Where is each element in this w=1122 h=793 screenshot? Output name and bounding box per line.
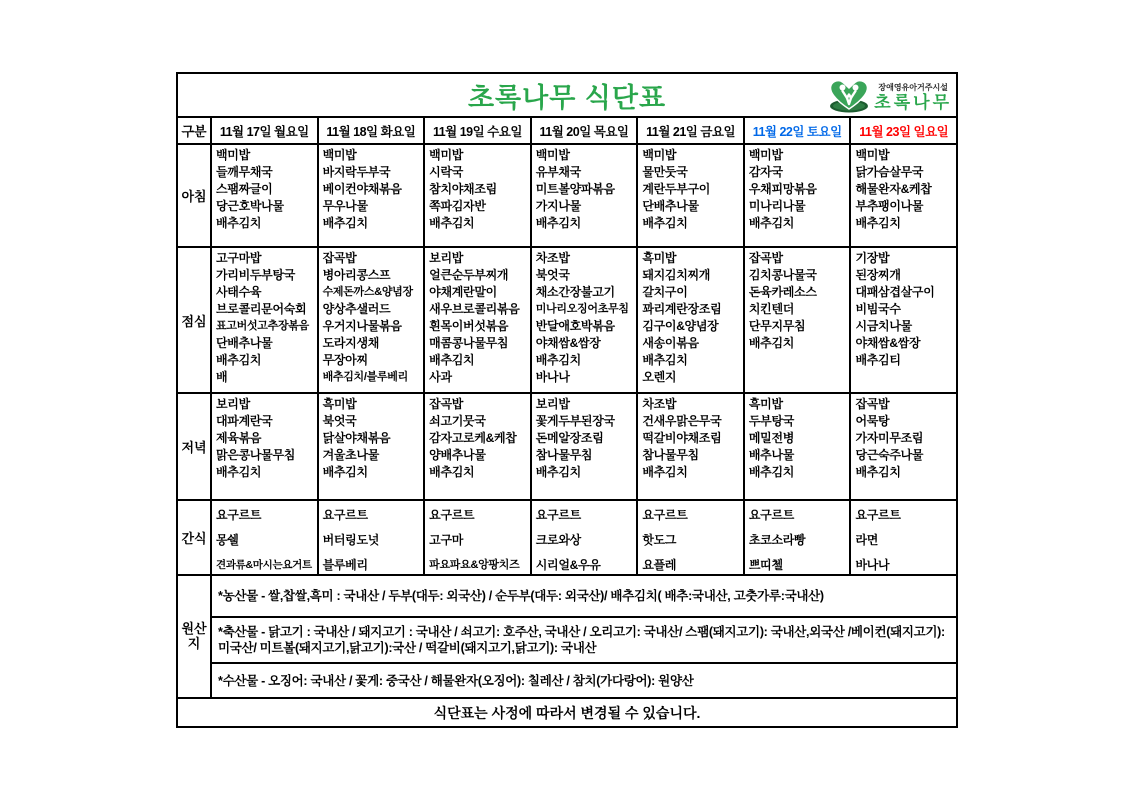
menu-item: 배추김치: [535, 216, 581, 230]
menu-cell: [212, 501, 319, 574]
menu-item: 무장아찌: [322, 353, 368, 367]
menu-item: 맑은콩나물무침: [216, 448, 296, 462]
menu-item: 참나물무침: [535, 448, 593, 462]
title-row: [178, 74, 956, 118]
menu-item: 잡곡밥: [322, 251, 357, 265]
menu-item: 배추김치: [748, 465, 795, 479]
menu-item: 백미밥: [535, 148, 570, 162]
column-header-day-7: 11월 23일 일요일: [859, 124, 949, 139]
menu-item: 배추김치: [855, 216, 901, 230]
meal-row-1: [178, 248, 956, 394]
menu-item: 요구르트: [748, 508, 795, 522]
menu-item: 베이컨야채볶음: [322, 182, 402, 196]
menu-item: 매콤콩나물무침: [429, 336, 509, 350]
menu-cell: [425, 145, 532, 246]
meal-rows: [178, 145, 956, 576]
menu-item: 배: [216, 370, 228, 384]
menu-item: 단배추나물: [216, 336, 273, 350]
menu-cell: [319, 248, 426, 392]
menu-item: 요구르트: [535, 508, 581, 522]
menu-item: 물만둣국: [642, 165, 688, 179]
column-header-day-3: 11월 19일 수요일: [425, 118, 532, 143]
menu-item: 바지락두부국: [322, 165, 391, 179]
menu-item: 흑미밥: [322, 397, 357, 411]
menu-item: 파요파요&앙팡치즈: [429, 559, 520, 571]
menu-item: 꽈리계란장조림: [642, 302, 722, 316]
menu-item: 스팸짜글이: [216, 182, 273, 196]
menu-item: 고구마: [429, 533, 464, 547]
meal-plan-table: [176, 72, 958, 728]
menu-item: 배추김치: [216, 465, 262, 479]
menu-item: 새송이볶음: [642, 336, 699, 350]
menu-cell: [532, 248, 639, 392]
menu-item: 가리비두부탕국: [216, 268, 296, 282]
column-header-day-1: 11월 17일 월요일: [212, 118, 319, 143]
row-label-origin: 원산지: [178, 576, 212, 697]
menu-item: 블루베리: [322, 558, 368, 572]
row-label: 아침: [178, 145, 212, 246]
menu-item: 채소간장불고기: [535, 285, 615, 299]
menu-item: 배추김치: [216, 353, 262, 367]
menu-cell: [212, 145, 319, 246]
meal-row-2: [178, 394, 956, 501]
menu-cell: [851, 145, 956, 246]
menu-item: 사과: [429, 370, 452, 384]
menu-item: 시락국: [429, 165, 464, 179]
menu-item: 쇠고기뭇국: [429, 414, 486, 428]
menu-cell: [745, 145, 852, 246]
menu-item: 들깨무채국: [216, 165, 273, 179]
menu-item: 차조밥: [642, 397, 677, 411]
logo-text: [874, 84, 952, 111]
menu-item: 가지나물: [535, 199, 581, 213]
menu-item: 요구르트: [429, 508, 475, 522]
menu-item: 사태수육: [216, 285, 262, 299]
origin-section: [178, 576, 956, 699]
row-label: 점심: [178, 248, 212, 392]
menu-item: 야채쌈&쌈장: [535, 336, 601, 350]
menu-item: 돈육카레소스: [748, 285, 817, 299]
menu-item: 우거지나물볶음: [322, 319, 402, 333]
menu-item: 핫도그: [642, 533, 677, 547]
footer-note: 식단표는 사정에 따라서 변경될 수 있습니다.: [433, 704, 701, 721]
row-label: 저녁: [178, 394, 212, 499]
menu-item: 흑미밥: [642, 251, 677, 265]
menu-item: 미트볼양파볶음: [535, 182, 615, 196]
menu-item: 돼지김치찌개: [642, 268, 711, 282]
menu-item: 계란두부구이: [642, 182, 711, 196]
origin-row-0: *농산물 - 쌀,찹쌀,흑미 : 국내산 / 두부(대두: 외국산) / 순두부(대두: 외국산)/ 배추김치( 배추:국내산, 고춧가루:국내산): [212, 576, 956, 618]
origin-row-1: *축산물 - 닭고기 : 국내산 / 돼지고기 : 국내산 / 쇠고기: 호주산, 국내산 / 오리고기: 국내산/ 스팸(돼지고기): 국내산,외국산 /베이컨(돼지고기): 미국산/ 미트볼(돼지고기,닭고기):국산 / 떡갈비(돼지고기,닭고기): 국내산: [212, 618, 956, 664]
menu-item: 바나나: [855, 558, 890, 572]
menu-item: 어묵탕: [855, 414, 890, 428]
menu-item: 갈치구이: [642, 285, 688, 299]
menu-item: 야채쌈&쌈장: [855, 336, 921, 350]
menu-cell: [638, 501, 745, 574]
menu-item: 보리밥: [535, 397, 570, 411]
column-header-day-2: 11월 18일 화요일: [319, 118, 426, 143]
menu-item: 수제돈까스&양념장: [322, 286, 413, 298]
menu-item: 김치콩나물국: [748, 268, 817, 282]
menu-item: 참나물무침: [642, 448, 699, 462]
meal-row-3: [178, 501, 956, 576]
menu-item: 백미밥: [429, 148, 464, 162]
menu-item: 브로콜리문어숙회: [216, 302, 307, 316]
menu-item: 해물완자&케찹: [855, 182, 932, 196]
menu-item: 오렌지: [642, 370, 677, 384]
menu-item: 쪽파김자반: [429, 199, 486, 213]
menu-cell: [532, 145, 639, 246]
menu-item: 닭가슴살무국: [855, 165, 924, 179]
menu-item: 양배추나물: [429, 448, 486, 462]
menu-item: 미나리오징어초무침: [535, 303, 629, 315]
logo-org-type: 장애영유아거주시설: [878, 83, 948, 92]
menu-item: 반달애호박볶음: [535, 319, 615, 333]
menu-item: 겨울초나물: [322, 448, 380, 462]
menu-item: 가자미무조림: [855, 431, 924, 445]
menu-cell: [638, 145, 745, 246]
menu-item: 배추김치: [748, 336, 795, 350]
menu-item: 병아리콩스프: [322, 268, 391, 282]
menu-item: 북엇국: [535, 268, 570, 282]
menu-item: 미나리나물: [748, 199, 806, 213]
logo-org-name: 초록나무: [874, 93, 952, 112]
menu-item: 대패삼겹살구이: [855, 285, 935, 299]
menu-item: 감자고로케&케찹: [429, 431, 517, 445]
menu-cell: [745, 248, 852, 392]
menu-cell: [532, 501, 639, 574]
meal-row-0: [178, 145, 956, 248]
menu-item: 우채피망볶음: [748, 182, 817, 196]
menu-item: 배추나물: [748, 448, 795, 462]
menu-item: 돈메알장조림: [535, 431, 604, 445]
menu-cell: [425, 501, 532, 574]
menu-item: 요구르트: [642, 508, 688, 522]
column-header-day-6: 11월 22일 토요일: [745, 118, 852, 143]
menu-cell: [638, 394, 745, 499]
row-label: 간식: [178, 501, 212, 574]
menu-item: 보리밥: [216, 397, 250, 411]
greentree-heart-logo-icon: [828, 77, 870, 118]
logo: [828, 77, 952, 118]
menu-item: 얼큰순두부찌개: [429, 268, 509, 282]
origin-rows: [212, 576, 956, 697]
menu-item: 배추김티: [855, 353, 901, 367]
menu-item: 새우브로콜리볶음: [429, 302, 520, 316]
column-header-day-5: 11월 21일 금요일: [638, 118, 745, 143]
menu-item: 견과류&마시는요거트: [216, 559, 312, 571]
menu-item: 백미밥: [748, 148, 783, 162]
menu-cell: [319, 145, 426, 246]
menu-item: 표고버섯고추장볶음: [216, 320, 309, 332]
menu-item: 배추김치: [535, 353, 581, 367]
menu-cell: [745, 394, 852, 499]
menu-item: 무우나물: [322, 199, 368, 213]
menu-cell: [851, 248, 956, 392]
menu-item: 건새우맑은무국: [642, 414, 722, 428]
menu-item: 떡갈비야채조림: [642, 431, 722, 445]
menu-item: 배추김치: [642, 216, 688, 230]
menu-item: 기장밥: [855, 251, 890, 265]
menu-item: 요구르트: [216, 508, 262, 522]
menu-item: 배추김치: [322, 216, 368, 230]
menu-item: 백미밥: [322, 148, 357, 162]
menu-item: 닭살야채볶음: [322, 431, 391, 445]
menu-item: 잡곡밥: [748, 251, 783, 265]
menu-item: 단무지무침: [748, 319, 806, 333]
page-title: 초록나무 식단표: [467, 82, 667, 113]
menu-item: 배추김치: [748, 216, 795, 230]
menu-item: 감자국: [748, 165, 783, 179]
menu-item: 요플레: [642, 558, 677, 572]
menu-item: 버터링도넛: [322, 533, 380, 547]
menu-item: 부추팽이나물: [855, 199, 924, 213]
menu-item: 요구르트: [322, 508, 368, 522]
menu-item: 몽쉘: [216, 533, 239, 547]
menu-item: 흰목이버섯볶음: [429, 319, 509, 333]
menu-item: 비빔국수: [855, 302, 901, 316]
menu-cell: [745, 501, 852, 574]
menu-item: 라면: [855, 533, 879, 547]
menu-item: 크로와상: [535, 533, 581, 547]
menu-cell: [851, 394, 956, 499]
menu-item: 유부채국: [535, 165, 581, 179]
menu-cell: [319, 501, 426, 574]
menu-item: 양상추샐러드: [322, 302, 391, 316]
menu-item: 흑미밥: [748, 397, 783, 411]
menu-item: 대파계란국: [216, 414, 273, 428]
menu-item: 치킨텐더: [748, 302, 795, 316]
menu-item: 김구이&양념장: [642, 319, 719, 333]
menu-item: 고구마밥: [216, 251, 262, 265]
menu-item: 제육볶음: [216, 431, 262, 445]
menu-item: 단배추나물: [642, 199, 699, 213]
menu-item: 바나나: [535, 370, 570, 384]
menu-cell: [319, 394, 426, 499]
menu-item: 배추김치: [429, 353, 475, 367]
menu-item: 꽃게두부된장국: [535, 414, 615, 428]
menu-cell: [212, 394, 319, 499]
menu-item: 도라지생채: [322, 336, 380, 350]
menu-item: 시금치나물: [855, 319, 912, 333]
origin-row-2: *수산물 - 오징어: 국내산 / 꽃게: 중국산 / 해물완자(오징어): 칠레산 / 참치(가다랑어): 원양산: [218, 673, 694, 688]
menu-item: 시리얼&우유: [535, 558, 601, 572]
menu-item: 요구르트: [855, 508, 901, 522]
menu-item: 잡곡밥: [429, 397, 464, 411]
menu-item: 야채계란말이: [429, 285, 497, 299]
menu-item: 백미밥: [855, 148, 890, 162]
menu-cell: [638, 248, 745, 392]
menu-cell: [532, 394, 639, 499]
column-header-day-4: 11월 20일 목요일: [532, 118, 639, 143]
menu-item: 참치야채조림: [429, 182, 497, 196]
menu-item: 배추김치: [429, 465, 475, 479]
menu-item: 두부탕국: [748, 414, 795, 428]
menu-item: 배추김치: [642, 353, 688, 367]
menu-item: 잡곡밥: [855, 397, 890, 411]
menu-item: 백미밥: [216, 148, 250, 162]
menu-item: 배추김치: [535, 465, 581, 479]
menu-item: 메밀전병: [748, 431, 795, 445]
menu-item: 배추김치: [429, 216, 475, 230]
menu-cell: [425, 394, 532, 499]
menu-item: 백미밥: [642, 148, 677, 162]
date-header-row: [178, 118, 956, 145]
menu-cell: [212, 248, 319, 392]
menu-item: 배추김치: [642, 465, 688, 479]
menu-cell: [851, 501, 956, 574]
menu-item: 당근숙주나물: [855, 448, 924, 462]
menu-item: 당근호박나물: [216, 199, 284, 213]
menu-item: 북엇국: [322, 414, 357, 428]
menu-item: 배추김치: [322, 465, 368, 479]
menu-cell: [425, 248, 532, 392]
menu-item: 초코소라빵: [748, 533, 806, 547]
menu-item: 차조밥: [535, 251, 570, 265]
menu-item: 배추김치: [216, 216, 262, 230]
menu-item: 배추김치/블루베리: [322, 371, 408, 383]
menu-item: 배추김치: [855, 465, 901, 479]
menu-item: 쁘띠첼: [748, 558, 783, 572]
column-header-gubun: 구분: [178, 118, 212, 143]
menu-item: 보리밥: [429, 251, 464, 265]
menu-item: 된장찌개: [855, 268, 901, 282]
